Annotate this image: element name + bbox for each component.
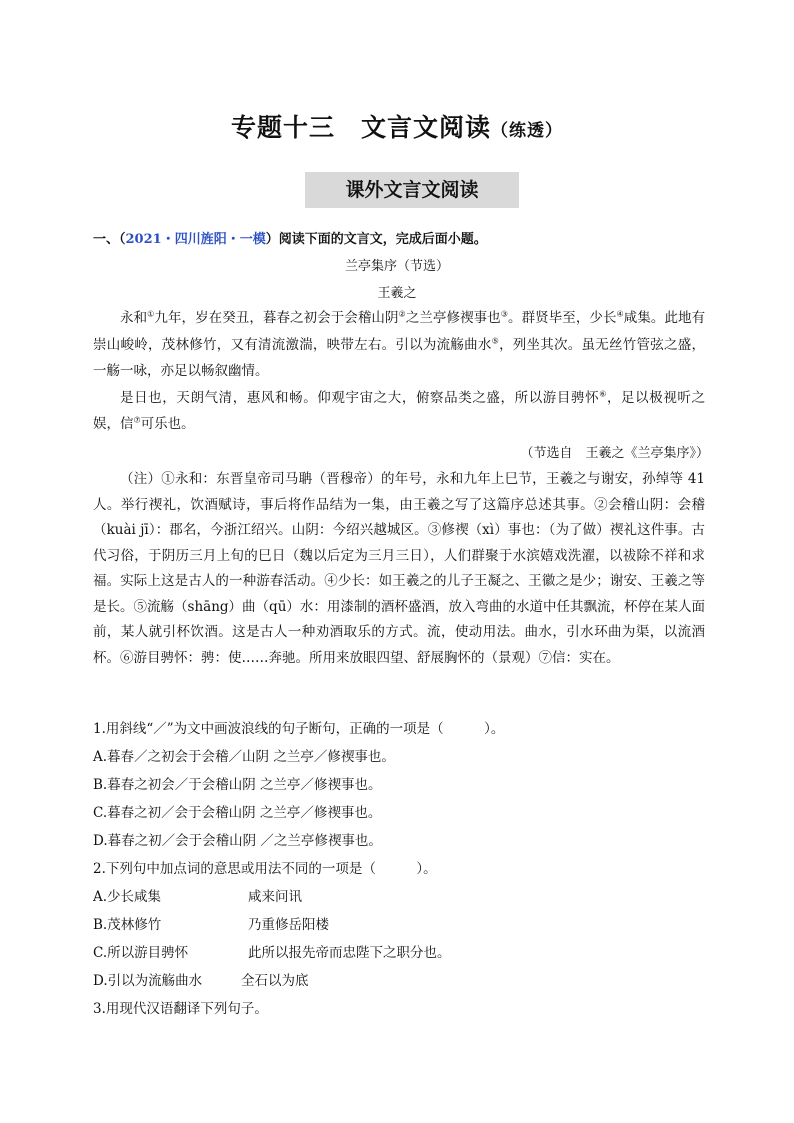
question-intro-prefix: 一、（ [93,232,126,247]
question-2-option-c: C.所以游目骋怀 此所以报先帝而忠陛下之职分也。 [93,945,451,961]
annotation-text: （注）①永和：东晋皇帝司马聃（晋穆帝）的年号，永和九年上巳节，王羲之与谢安，孙绰等 41 人。举行禊礼，饮酒赋诗，事后将作品结为一集，由王羲之写了这篇序总述其事。②会稽山阴：会稽（kuài jī）：郡名，今浙江绍兴。山阴：今绍兴越城区。③修禊（xì）事也：（为了做）禊礼这件事。古代习俗，于阴历三月上旬的巳日（魏以后定为三月三日），人们群聚于水滨嬉戏洗濯，以祓除不祥和求福。实际上这是古人的一种游春活动。④少长：如王羲之的儿子王凝之、王徽之是少；谢安、王羲之等是长。⑤流觞（shāng）曲（qū）水：用漆制的酒杯盛酒，放入弯曲的水道中任其飘流，杯停在某人面前，某人就引杯饮酒。这是古人一种劝酒取乐的方式。流，使动用法。曲水，引水环曲为渠，以流酒杯。⑥游目骋怀：骋：使……奔驰。所用来放眼四望、舒展胸怀的（景观）⑦信：实在。 [93,471,705,666]
question-1-option-d: D.暮春之初／会于会稽山阴 ／之兰亭修禊事也。 [93,833,382,849]
note-mark: ② [398,309,406,319]
note-mark: ④ [616,309,624,319]
passage-author: 王羲之 [377,286,417,301]
question-2-option-a: A.少长咸集 咸来问讯 [93,889,302,905]
question-2-option-d: D.引以为流觞曲水 全石以为底 [93,973,309,989]
passage-title: 兰亭集序（节选） [344,259,449,274]
question-1-option-c: C.暮春之初／会于会稽山阴 之兰亭／修禊事也。 [93,805,382,821]
question-3: 3.用现代汉语翻译下列句子。 [93,1001,268,1017]
questions [93,715,705,1023]
question-1-option-b: B.暮春之初会／于会稽山阴 之兰亭／修禊事也。 [93,777,382,793]
question-2-option-b: B.茂林修竹 乃重修岳阳楼 [93,917,329,933]
passage-body [93,305,705,438]
question-2: 2.下列句中加点词的意思或用法不同的一项是（ ）。 [93,861,437,877]
note-mark: ⑥ [599,389,607,398]
page-title [0,108,794,144]
question-intro [93,228,713,247]
title-second: 文言文阅读 [361,113,492,142]
note-mark: ③ [500,309,508,319]
question-1-option-a: A.暮春／之初会于会稽／山阴 之兰亭／修禊事也。 [93,749,395,765]
passage-source: （节选自 王羲之《兰亭集序》） [520,446,709,461]
question-1: 1.用斜线“／”为文中画波浪线的句子断句，正确的一项是（ ）。 [93,721,505,737]
question-intro-suffix: ）阅读下面的文言文，完成后面小题。 [265,232,487,247]
passage-paragraph-1: 永和①九年，岁在癸丑，暮春之初会于会稽山阴②之兰亭修禊事也③。群贤毕至，少长④咸集。此地有崇山峻岭，茂林修竹，又有清流激湍，映带左右。引以为流觞曲水⑤，列坐其次。虽无丝竹管弦之盛，一觞一咏，亦足以畅叙幽情。 [93,309,706,379]
question-source: 2021・四川旌阳・一模 [125,232,266,247]
note-mark: ① [147,309,155,319]
section-heading: 课外文言文阅读 [305,172,519,208]
note-mark: ⑤ [491,336,500,345]
passage-paragraph-2: 是日也，天朗气清，惠风和畅。仰观宇宙之大，俯察品类之盛，所以游目骋怀⑥，足以极视听之娱，信⑦可乐也。 [93,389,706,432]
note-mark: ⑦ [133,415,141,425]
title-main: 专题十三 [230,113,335,142]
title-sub: （练透） [491,121,564,141]
annotations [93,467,705,671]
